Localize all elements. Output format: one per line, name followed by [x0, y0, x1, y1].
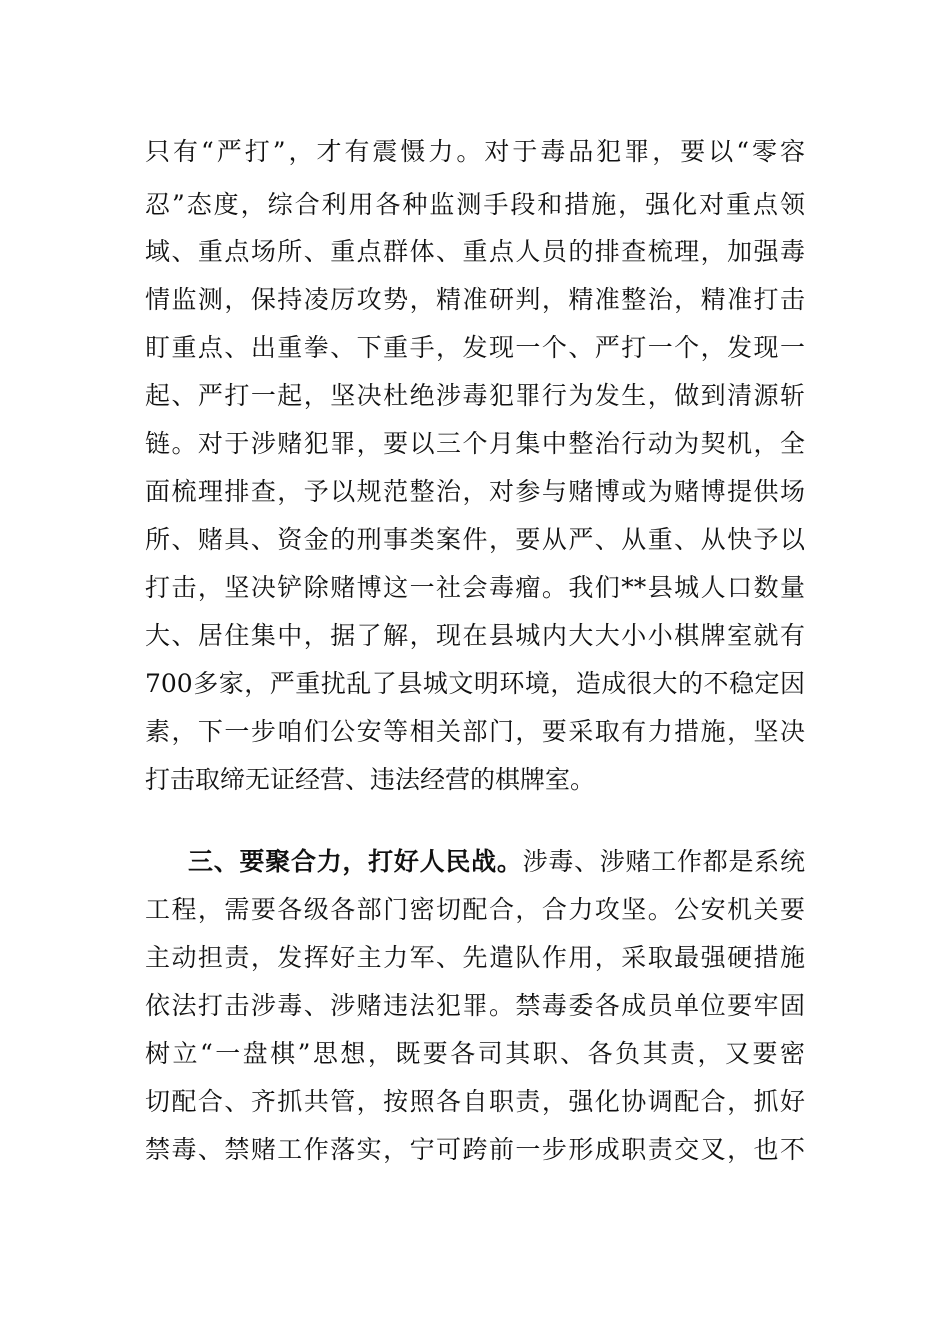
text-line: 起、严打一起，坚决杜绝涉毒犯罪行为发生，做到清源斩: [145, 381, 805, 410]
text-line: 主动担责，发挥好主力军、先遣队作用，采取最强硬措施: [145, 943, 805, 972]
text-line: 打击，坚决铲除赌博这一社会毒瘤。我们**县城人口数量: [145, 573, 805, 602]
text-line: 域、重点场所、重点群体、重点人员的排查梳理，加强毒: [145, 237, 805, 266]
text-line: 大、居住集中，据了解，现在县城内大大小小棋牌室就有: [145, 621, 805, 650]
text-line: 链。对于涉赌犯罪，要以三个月集中整治行动为契机，全: [145, 429, 805, 458]
text-line: 素，下一步咱们公安等相关部门，要采取有力措施，坚决: [145, 717, 805, 746]
text-line: 面梳理排查，予以规范整治，对参与赌博或为赌博提供场: [145, 477, 805, 506]
text-line: 情监测，保持凌厉攻势，精准研判，精准整治，精准打击: [145, 285, 805, 314]
text-line: 树立“一盘棋”思想，既要各司其职、各负其责，又要密: [145, 1039, 805, 1068]
section-heading: 三、要聚合力，打好人民战。: [188, 847, 523, 876]
text-line: 只有“严打”，才有震慑力。对于毒品犯罪，要以“零容: [145, 137, 805, 166]
text-line: 忍”态度，综合利用各种监测手段和措施，强化对重点领: [145, 190, 805, 219]
text-line: 打击取缔无证经营、违法经营的棋牌室。: [145, 765, 596, 794]
heading-line-rest: 涉毒、涉赌工作都是系统: [522, 847, 805, 876]
text-line: 700多家，严重扰乱了县城文明环境，造成很大的不稳定因: [145, 669, 805, 698]
text-line: 工程，需要各级各部门密切配合，合力攻坚。公安机关要: [145, 895, 805, 924]
text-line: 禁毒、禁赌工作落实，宁可跨前一步形成职责交叉，也不: [145, 1135, 805, 1164]
text-line: 切配合、齐抓共管，按照各自职责，强化协调配合，抓好: [145, 1087, 805, 1116]
text-line: 盯重点、出重拳、下重手，发现一个、严打一个，发现一: [145, 333, 805, 362]
text-line: 依法打击涉毒、涉赌违法犯罪。禁毒委各成员单位要牢固: [145, 991, 805, 1020]
text-line-first: [188, 838, 805, 886]
text-line: 所、赌具、资金的刑事类案件，要从严、从重、从快予以: [145, 525, 805, 554]
